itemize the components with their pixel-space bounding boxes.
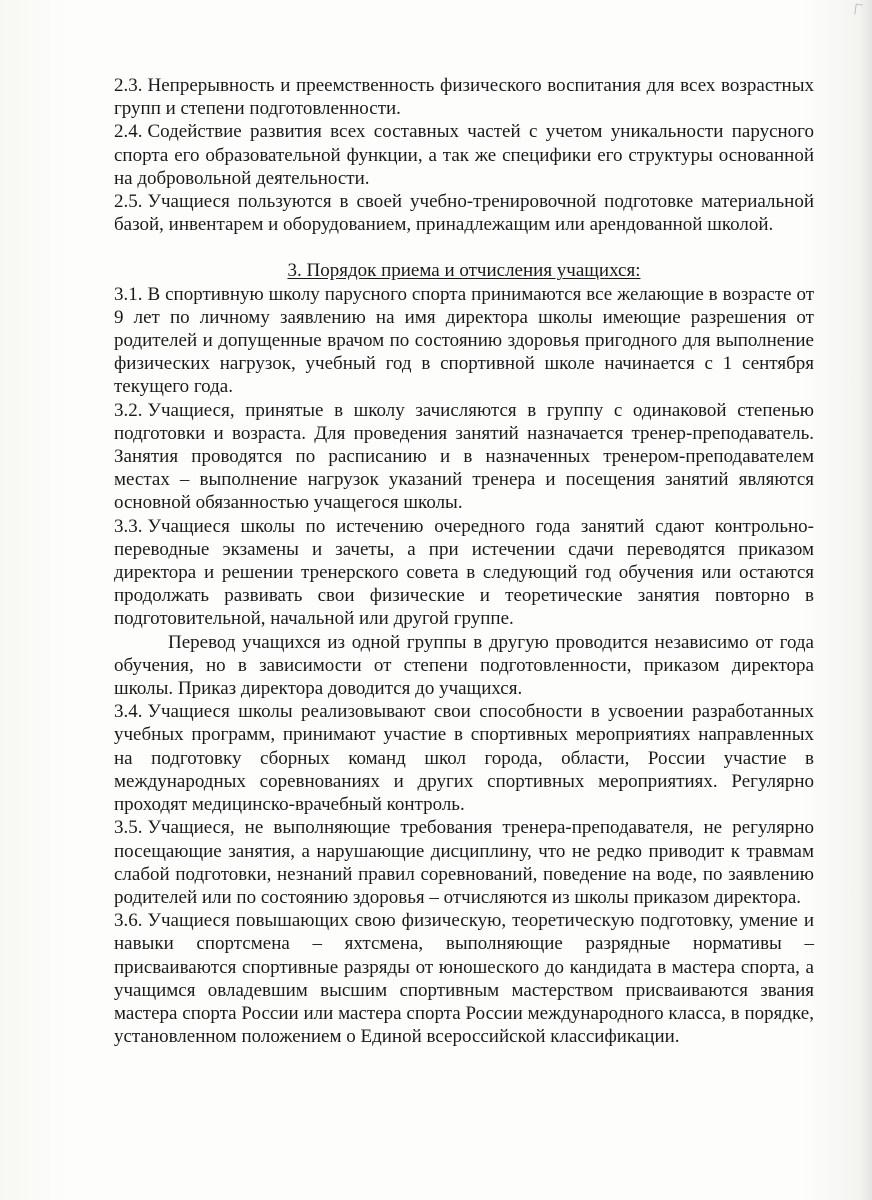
item-3-6 xyxy=(114,909,814,1048)
item-3-2 xyxy=(114,399,814,515)
item-3-4 xyxy=(114,700,814,816)
item-text: Учащиеся пользуются в своей учебно-тренировочной подготовке материальной базой, инвентарем и оборудованием, принадлежащим или арендованной школой. xyxy=(114,191,814,236)
item-number: 3.1. xyxy=(114,283,143,305)
item-number: 2.3. xyxy=(114,75,143,96)
item-3-3 xyxy=(114,515,814,631)
item-text: Учащиеся, не выполняющие требования тренера-преподавателя, не регулярно посещающие занятия, а нарушающие дисциплину, что не редко приводит к травмам слабой подготовки, незнаний правил соревнований, поведение на воде, по заявлению родителей или по состоянию здоровья – отчисляются из школы приказом директора. xyxy=(114,817,814,908)
item-text: Содействие развития всех составных частей с учетом уникальности парусного спорта его образовательной функции, а так же специфики его структуры основанной на добровольной деятельности. xyxy=(114,121,814,189)
item-text: Учащиеся повышающих свою физическую, теоретическую подготовку, умение и навыки спортсмена – яхтсмена, выполняющие разрядные нормативы – присваиваются спортивные разряды от юношеского до кандидата в мастера спорта, а учащимся овладевшим высшим спортивным мастерством присваиваются звания мастера спорта России или мастера спорта России международного класса, в порядке, установленном положением о Единой всероссийской классификации. xyxy=(114,910,814,1048)
item-text: В спортивную школу парусного спорта принимаются все желающие в возрасте от 9 лет по личному заявлению на имя директора школы имеющие разрешения от родителей и допущенные врачом по состоянию здоровья пригодного для выполнение физических нагрузок, учебный год в спортивной школе начинается с 1 сентября текущего года. xyxy=(114,283,814,398)
item-number: 3.5. xyxy=(114,817,143,839)
item-number: 3.6. xyxy=(114,910,143,932)
item-number: 3.3. xyxy=(114,515,143,537)
section-3-heading: 3. Порядок приема и отчисления учащихся: xyxy=(287,260,641,282)
item-number: 2.5. xyxy=(114,191,143,213)
item-3-1 xyxy=(114,283,814,399)
item-2-3 xyxy=(114,74,814,120)
item-2-4 xyxy=(114,120,814,190)
item-number: 3.4. xyxy=(114,701,143,723)
item-text: Учащиеся школы реализовывают свои способности в усвоении разработанных учебных программ, принимают участие в спортивных мероприятиях направленных на подготовку сборных команд школ города, области, России участие в международных соревнованиях и других спортивных мероприятиях. Регулярно проходят медицинско-врачебный контроль. xyxy=(114,701,814,816)
document-body xyxy=(114,74,814,1048)
page-edge-shadow xyxy=(858,0,872,1200)
item-number: 2.4. xyxy=(114,121,143,143)
transfer-paragraph: Перевод учащихся из одной группы в другую проводится независимо от года обучения, но в зависимости от степени подготовленности, приказом директора школы. Приказ директора доводится до учащихся. xyxy=(114,631,814,700)
item-text: Учащиеся школы по истечению очередного года занятий сдают контрольно-переводные экзамены и зачеты, а при истечении сдачи переводятся приказом директора и решении тренерского совета в следующий год обучения или остаются продолжать развивать свои физические и теоретические занятия повторно в подготовительной, начальной или другой группе. xyxy=(114,515,814,630)
item-text: Непрерывность и преемственность физического воспитания для всех возрастных групп и степени подготовленности. xyxy=(114,75,814,120)
item-2-5 xyxy=(114,190,814,236)
item-number: 3.2. xyxy=(114,399,143,421)
item-3-5 xyxy=(114,816,814,909)
item-text: Учащиеся, принятые в школу зачисляются в группу с одинаковой степенью подготовки и возраста. Для проведения занятий назначается тренер-преподаватель. Занятия проводятся по расписанию и в назначенных тренером-преподавателем местах – выполнение нагрузок указаний тренера и посещения занятий являются основной обязанностью учащегося школы. xyxy=(114,399,814,514)
